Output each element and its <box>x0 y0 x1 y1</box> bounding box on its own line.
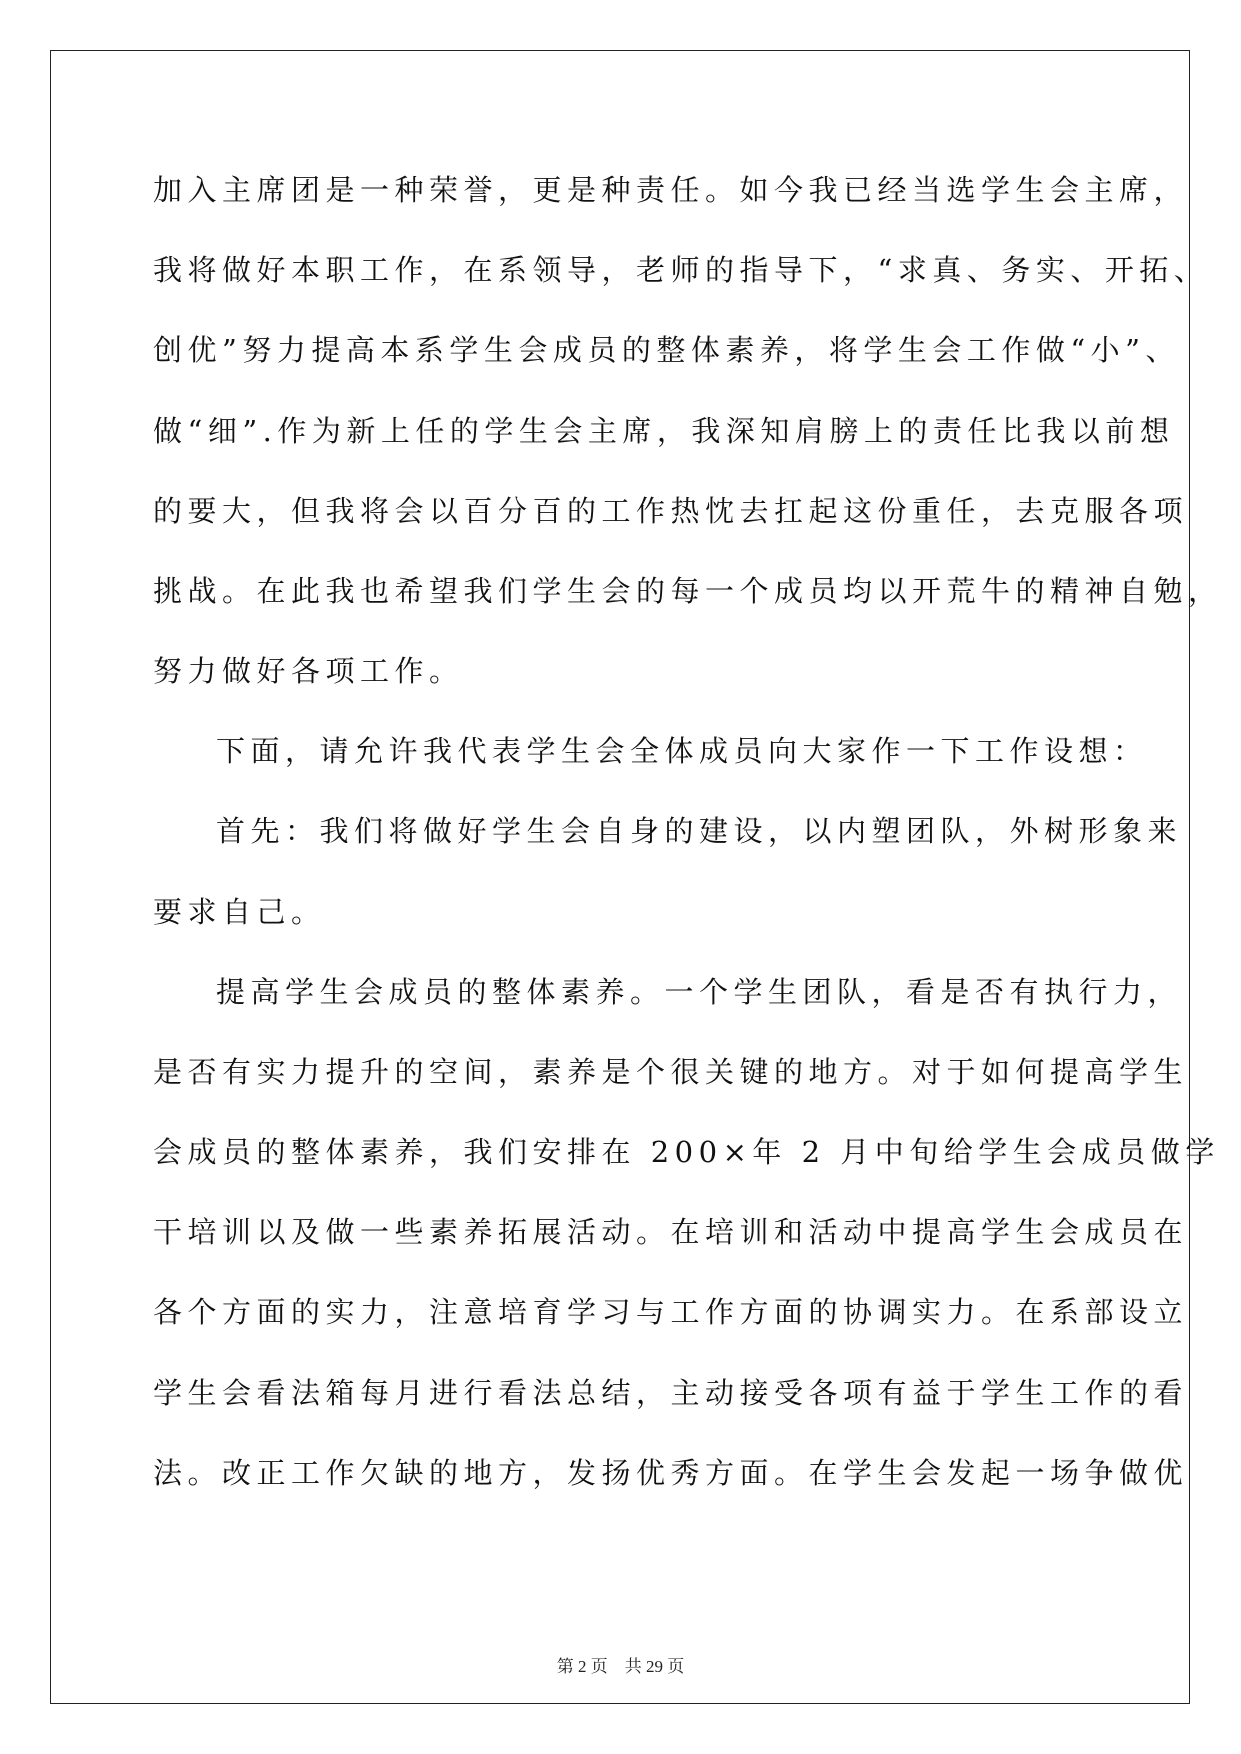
paragraph-line: 会成员的整体素养，我们安排在 200×年 2 月中旬给学生会成员做学 <box>153 1135 1220 1169</box>
paragraph-line: 首先：我们将做好学生会自身的建设，以内塑团队，外树形象来 <box>216 814 1183 848</box>
paragraph-line: 是否有实力提升的空间，素养是个很关键的地方。对于如何提高学生 <box>153 1055 1189 1089</box>
paragraph-line: 各个方面的实力，注意培育学习与工作方面的协调实力。在系部设立 <box>153 1295 1189 1329</box>
paragraph-line: 创优”努力提高本系学生会成员的整体素养，将学生会工作做“小”、 <box>153 333 1180 367</box>
paragraph-line: 加入主席团是一种荣誉，更是种责任。如今我已经当选学生会主席， <box>153 173 1189 207</box>
paragraph-line: 挑战。在此我也希望我们学生会的每一个成员均以开荒牛的精神自勉， <box>153 574 1223 608</box>
paragraph-line: 下面，请允许我代表学生会全体成员向大家作一下工作设想： <box>216 734 1148 768</box>
paragraph-line: 干培训以及做一些素养拓展活动。在培训和活动中提高学生会成员在 <box>153 1215 1189 1249</box>
paragraph-line: 学生会看法箱每月进行看法总结，主动接受各项有益于学生工作的看 <box>153 1376 1189 1410</box>
paragraph-line: 我将做好本职工作，在系领导，老师的指导下，“求真、务实、开拓、 <box>153 253 1209 287</box>
paragraph-line: 努力做好各项工作。 <box>153 654 464 688</box>
paragraph-line: 提高学生会成员的整体素养。一个学生团队，看是否有执行力， <box>216 975 1183 1009</box>
page-number-footer: 第 2 页 共 29 页 <box>556 1657 685 1676</box>
paragraph-line: 法。改正工作欠缺的地方，发扬优秀方面。在学生会发起一场争做优 <box>153 1456 1189 1490</box>
paragraph-line: 做“细”.作为新上任的学生会主席，我深知肩膀上的责任比我以前想 <box>153 414 1175 448</box>
paragraph-line: 的要大，但我将会以百分百的工作热忱去扛起这份重任，去克服各项 <box>153 494 1189 528</box>
paragraph-line: 要求自己。 <box>153 895 326 929</box>
